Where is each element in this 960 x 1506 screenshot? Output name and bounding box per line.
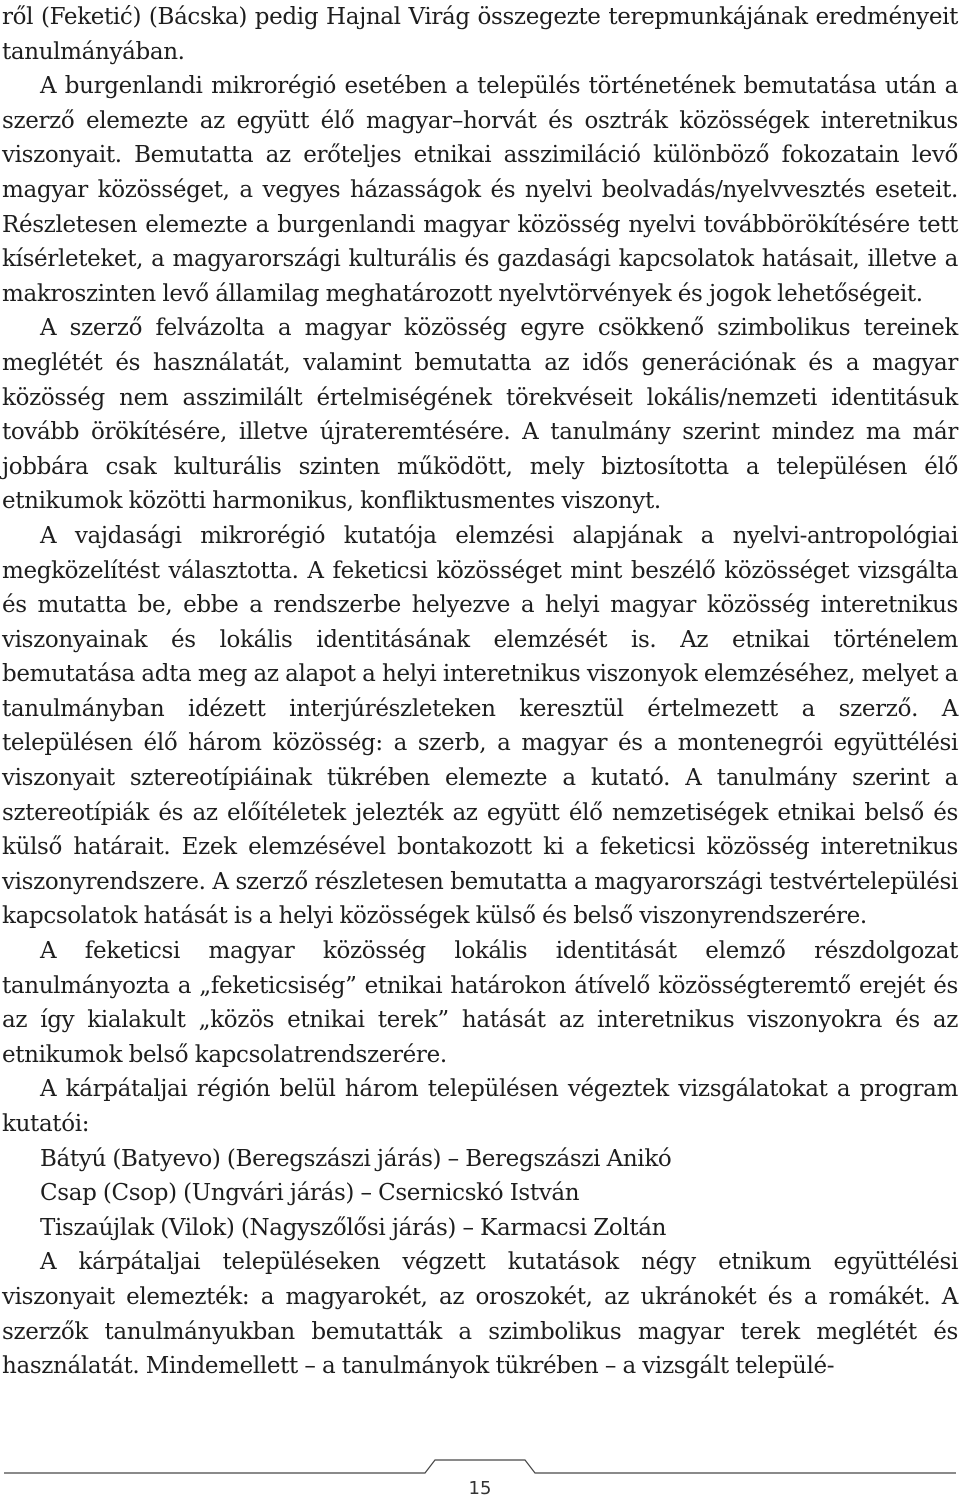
page-content bbox=[2, 0, 958, 1384]
paragraph-feketics-identity: A feketicsi magyar közösség lokális identitását elemző részdolgozat tanulmányozta a „feketicsiség” etnikai határokon átívelő közösségteremtő erejét és az így kialakult „közös etnikai terek” hatását az interetnikus viszonyokra és az etnikumok belső kapcsolatrendszerére. bbox=[2, 938, 958, 1068]
settlement-list-item: Csap (Csop) (Ungvári járás) – Csernicskó István bbox=[40, 1180, 580, 1207]
paragraph-continuation: ről (Feketić) (Bácska) pedig Hajnal Virág összegezte terepmunkájának eredményeit tanulmányában. bbox=[2, 4, 958, 65]
page-footer bbox=[0, 1456, 960, 1506]
paragraph-vojvodina: A vajdasági mikrorégió kutatója elemzési alapjának a nyelvi-antropológiai megközelítést választotta. A feketicsi közösséget mint beszélő közösséget vizsgálta és mutatta be, ebbe a rendszerbe helyezve a helyi magyar közösség interetnikus viszonyainak és lokális identitásának elemzését is. Az etnikai történelem bemutatása adta meg az alapot a helyi interetnikus viszonyok elemzéséhez, melyet a tanulmányban idézett interjúrészleteken keresztül értelmezett a szerző. A településen élő három közösség: a szerb, a magyar és a montenegrói együttélési viszonyait sztereotípiáinak tükrében elemezte a kutató. A tanulmány szerint a sztereotípiák és az előítéletek jelezték az együtt élő nemzetiségek etnikai belső és külső határait. Ezek elemzésével bontakozott ki a feketicsi közösség interetnikus viszonyrendszere. A szerző részletesen bemutatta a magyarországi testvértelepülési kapcsolatok hatását is a helyi közösségek külső és belső viszonyrendszerére. bbox=[2, 522, 958, 930]
paragraph-symbolic-spaces: A szerző felvázolta a magyar közösség egyre csökkenő szimbolikus tereinek meglétét és használatát, valamint bemutatta az idős generációnak és a magyar közösség nem asszimilált értelmiségének törekvéseit lokális/nemzeti identitásuk tovább örökítésére, illetve újrateremtésére. A tanulmány szerint mindez ma már jobbára csak kulturális szinten működött, mely biztosította a településen élő etnikumok közötti harmonikus, konfliktusmentes viszonyt. bbox=[2, 315, 958, 515]
paragraph-transcarpathia-intro: A kárpátaljai régión belül három településen végeztek vizsgálatokat a program kutatói: bbox=[2, 1076, 958, 1137]
paragraph-transcarpathia-results: A kárpátaljai településeken végzett kutatások négy etnikum együttélési viszonyait elemezték: a magyarokét, az oroszokét, az ukránokét és a romákét. A szerzők tanulmányukban bemutatták a szimbolikus magyar terek meglétét és használatát. Mindemellett – a tanulmányok tükrében – a vizsgált települé- bbox=[2, 1249, 958, 1380]
body-text bbox=[2, 0, 958, 1384]
paragraph-burgenland: A burgenlandi mikrorégió esetében a település történetének bemutatása után a szerző elemezte az együtt élő magyar–horvát és osztrák közösségek interetnikus viszonyait. Bemutatta az erőteljes etnikai asszimiláció különböző fokozatain levő magyar közösséget, a vegyes házasságok és nyelvi beolvadás/nyelvvesztés eseteit. Részletesen elemezte a burgenlandi magyar közösség nyelvi továbbörökítésére tett kísérleteket, a magyarországi kulturális és gazdasági kapcsolatok hatásait, illetve a makroszinten levő államilag meghatározott nyelvtörvények és jogok lehetőségeit. bbox=[2, 73, 958, 307]
settlement-list-item: Bátyú (Batyevo) (Beregszászi járás) – Beregszászi Anikó bbox=[40, 1145, 672, 1172]
settlement-list-item: Tiszaújlak (Vilok) (Nagyszőlősi járás) – Karmacsi Zoltán bbox=[40, 1214, 667, 1241]
page-number: 15 bbox=[468, 1478, 492, 1499]
